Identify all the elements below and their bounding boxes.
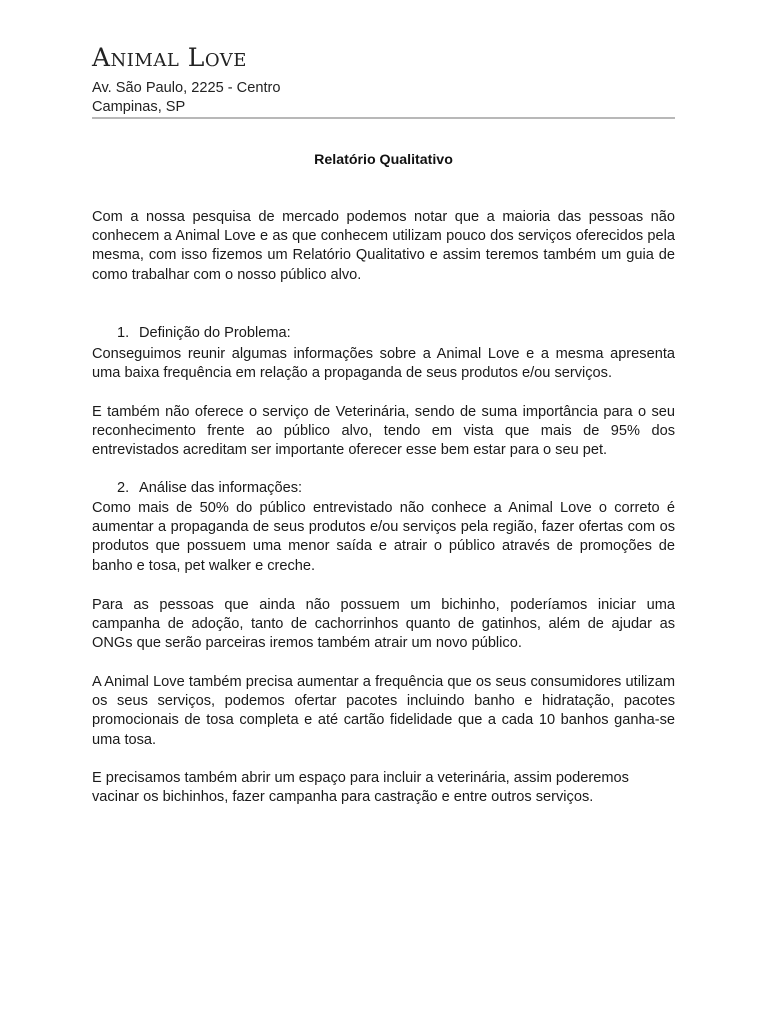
section-2-heading xyxy=(117,480,302,496)
section-1-number: 1. xyxy=(117,325,130,341)
address-line-1: Av. São Paulo, 2225 - Centro xyxy=(92,80,281,96)
section-2-paragraph-1: Como mais de 50% do público entrevistado não conhece a Animal Love o correto é aumentar a propaganda de seus produtos e/ou serviços pela região, fazer ofertas com os produtos que possuem uma menor saída e atrair o público através de promoções de banho e tosa, pet walker e creche. xyxy=(92,500,675,574)
section-1-paragraph-2: E também não oferece o serviço de Veterinária, sendo de suma importância para o seu reconhecimento frente ao público alvo, tendo em vista que mais de 95% dos entrevistados acreditam ser importante oferecer esse bem estar para o seu pet. xyxy=(92,404,675,459)
section-2-number: 2. xyxy=(117,480,130,496)
section-1-heading xyxy=(117,325,291,341)
header-divider xyxy=(92,117,675,119)
document-title: Relatório Qualitativo xyxy=(314,152,453,168)
section-1-paragraph-1: Conseguimos reunir algumas informações sobre a Animal Love e a mesma apresenta uma baixa frequência em relação a propaganda de seus produtos e/ou serviços. xyxy=(92,346,675,382)
section-2-paragraph-3: A Animal Love também precisa aumentar a frequência que os seus consumidores utilizam os seus serviços, podemos ofertar pacotes incluindo banho e hidratação, pacotes promocionais de tosa completa e até cartão fidelidade que a cada 10 banhos ganha-se uma tosa. xyxy=(92,674,675,748)
section-2-paragraph-2: Para as pessoas que ainda não possuem um bichinho, poderíamos iniciar uma campanha de adoção, tanto de cachorrinhos quanto de gatinhos, além de ajudar as ONGs que serão parceiras iremos também atrair um novo público. xyxy=(92,597,675,652)
section-2-paragraph-4: E precisamos também abrir um espaço para incluir a veterinária, assim poderemos vacinar os bichinhos, fazer campanha para castração e entre outros serviços. xyxy=(92,770,629,806)
brand-name: Animal Love xyxy=(92,43,247,72)
section-1-title: Definição do Problema: xyxy=(139,325,291,341)
intro-paragraph: Com a nossa pesquisa de mercado podemos notar que a maioria das pessoas não conhecem a Animal Love e as que conhecem utilizam pouco dos serviços oferecidos pela mesma, com isso fizemos um Relatório Qualitativo e assim teremos também um guia de como trabalhar com o nosso público alvo. xyxy=(92,209,675,283)
section-2-title: Análise das informações: xyxy=(139,480,303,496)
address-line-2: Campinas, SP xyxy=(92,99,186,115)
